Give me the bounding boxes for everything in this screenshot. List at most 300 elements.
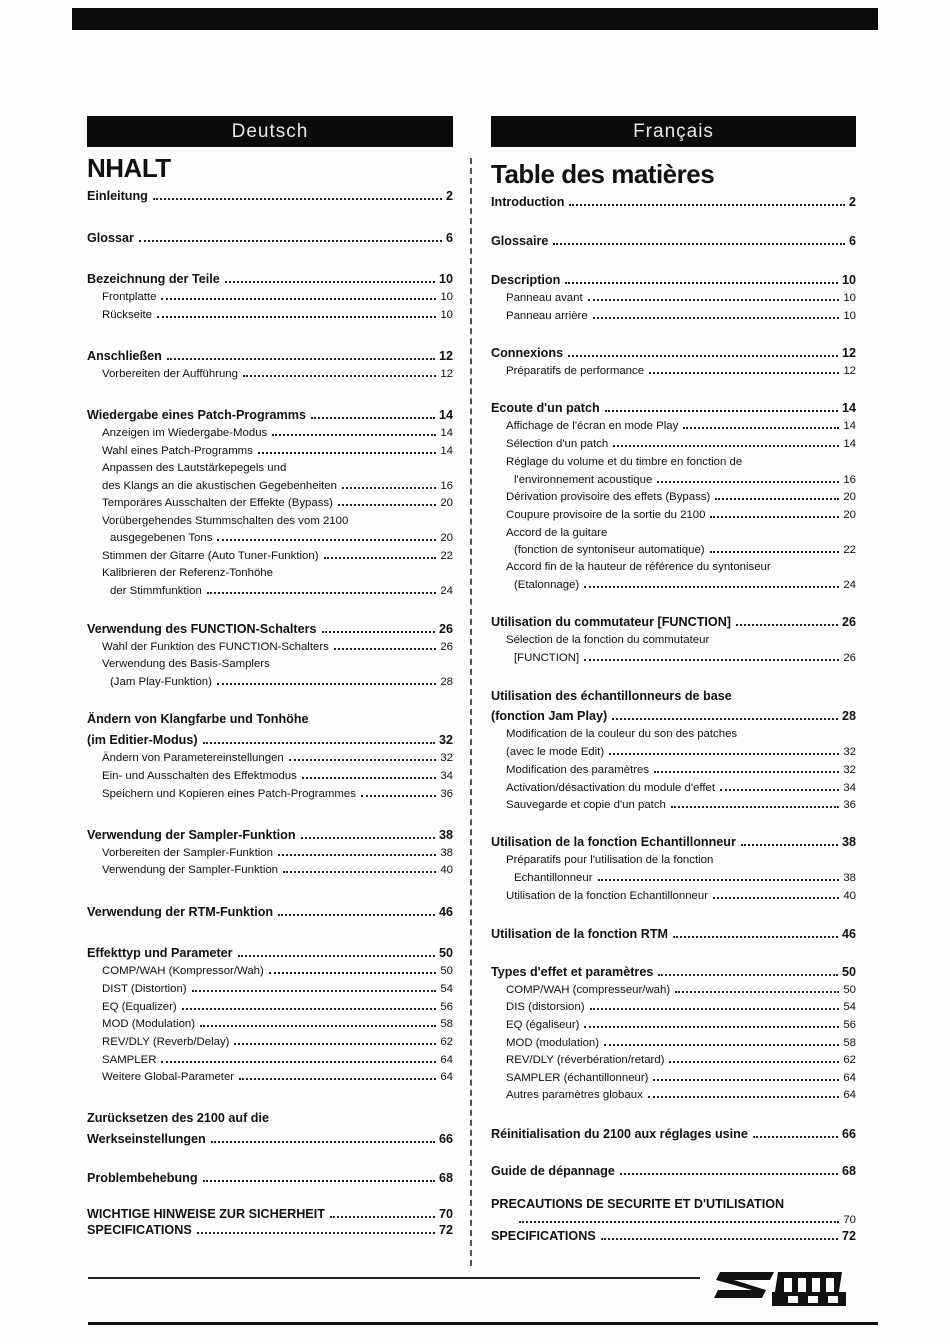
french-toc-entry-page: 58 <box>843 1037 856 1049</box>
dot-leader <box>720 789 839 791</box>
dot-leader <box>710 551 840 553</box>
german-toc-entry-page: 10 <box>440 309 453 321</box>
dot-leader <box>569 204 845 206</box>
german-toc-entry-page: 28 <box>440 676 453 688</box>
german-toc-entry-title: Verwendung der RTM-Funktion <box>87 905 274 919</box>
german-toc-entry-title: Frontplatte <box>102 291 157 303</box>
german-toc-entry[interactable] <box>87 566 453 580</box>
french-toc-entry-page: 62 <box>843 1054 856 1066</box>
dot-leader <box>217 683 436 685</box>
dot-leader <box>334 648 437 650</box>
french-toc-entry[interactable] <box>491 927 856 941</box>
dot-leader <box>590 1008 840 1010</box>
dot-leader <box>598 879 840 881</box>
german-toc-entry[interactable] <box>87 514 453 528</box>
french-toc-entry[interactable] <box>491 526 856 540</box>
french-toc-entry[interactable] <box>491 633 856 647</box>
french-toc-entry-title: Connexions <box>491 346 564 360</box>
german-toc-entry-page: 26 <box>438 622 453 636</box>
french-toc-entry-title: Utilisation de la fonction Echantillonneur <box>491 835 736 849</box>
dot-leader <box>182 1008 437 1010</box>
french-toc-entry-title: Description <box>491 273 561 287</box>
french-toc-entry[interactable] <box>491 983 856 997</box>
dot-leader <box>519 1221 839 1223</box>
german-toc-entry-page: 20 <box>440 497 453 509</box>
french-toc-entry-page: 46 <box>841 927 856 941</box>
french-toc-entry[interactable] <box>491 853 856 867</box>
german-toc-entry[interactable] <box>87 769 453 783</box>
top-black-bar <box>72 8 878 30</box>
french-toc-entry-title: SAMPLER (échantillonneur) <box>506 1072 649 1084</box>
french-toc-entry-page: 38 <box>843 872 856 884</box>
french-toc-entry[interactable] <box>491 419 856 433</box>
german-toc-entry-page: 14 <box>440 445 453 457</box>
french-toc-entry-title: Panneau avant <box>506 292 583 304</box>
dot-leader <box>604 1044 839 1046</box>
dot-leader <box>657 481 839 483</box>
german-toc-entry-title: Glossar <box>87 231 134 245</box>
german-toc-entry[interactable] <box>87 640 453 654</box>
german-toc-entry[interactable] <box>87 1000 453 1014</box>
dot-leader <box>278 854 436 856</box>
dot-leader <box>200 1025 436 1027</box>
german-toc-entry-title: Wiedergabe eines Patch-Programms <box>87 408 306 422</box>
german-toc-entry[interactable] <box>87 863 453 877</box>
german-toc-entry[interactable] <box>87 1223 453 1237</box>
german-toc-entry[interactable] <box>87 308 453 322</box>
german-toc-entry-title: SAMPLER <box>102 1054 157 1066</box>
french-toc-entry-title: Dérivation provisoire des effets (Bypass) <box>506 491 711 503</box>
french-toc-entry-page: 72 <box>841 1229 856 1243</box>
german-toc-entry[interactable] <box>87 905 453 919</box>
french-toc-entry[interactable] <box>491 871 856 885</box>
german-toc-entry[interactable] <box>87 1053 453 1067</box>
german-toc-entry-page: 22 <box>440 550 453 562</box>
dot-leader <box>207 592 437 594</box>
german-toc-entry-title: DIST (Distortion) <box>102 983 187 995</box>
german-toc-entry[interactable] <box>87 846 453 860</box>
german-toc-entry-title: MOD (Modulation) <box>102 1018 196 1030</box>
french-toc-entry-title: Accord fin de la hauteur de référence du syntoniseur <box>506 561 771 573</box>
dot-leader <box>658 974 838 976</box>
french-toc-entry-title: [FUNCTION] <box>514 652 580 664</box>
french-toc-entry-title: Réglage du volume et du timbre en fonction de <box>506 456 743 468</box>
dot-leader <box>203 1180 435 1182</box>
french-toc-entry-title: Panneau arrière <box>506 310 588 322</box>
french-toc-entry-page: 34 <box>843 782 856 794</box>
german-toc-entry-title: (im Editier-Modus) <box>87 733 198 747</box>
french-toc-entry[interactable] <box>491 455 856 469</box>
dot-leader <box>669 1061 839 1063</box>
french-toc-entry[interactable] <box>491 1018 856 1032</box>
german-toc-entry-title: Werkseinstellungen <box>87 1132 206 1146</box>
german-toc-entry-page: 6 <box>445 231 453 245</box>
german-language-banner: Deutsch <box>87 116 453 147</box>
german-toc-entry[interactable] <box>87 712 453 726</box>
french-toc-entry-title: Guide de dépannage <box>491 1164 615 1178</box>
french-toc-entry-page: 70 <box>843 1214 856 1226</box>
dot-leader <box>654 771 839 773</box>
french-toc-entry[interactable] <box>491 473 856 487</box>
dot-leader <box>217 539 436 541</box>
german-toc-entry-page: 62 <box>440 1036 453 1048</box>
french-toc-entry[interactable] <box>491 965 856 979</box>
french-toc-entry[interactable] <box>491 273 856 287</box>
french-toc-entry-page: 22 <box>843 544 856 556</box>
french-toc-entry[interactable] <box>491 1036 856 1050</box>
french-toc-entry-page: 16 <box>843 474 856 486</box>
german-toc-entry[interactable] <box>87 367 453 381</box>
french-toc-entry-page: 6 <box>848 234 856 248</box>
german-toc-entry[interactable] <box>87 622 453 636</box>
german-toc-entry-title: Stimmen der Gitarre (Auto Tuner-Funktion) <box>102 550 319 562</box>
german-toc-entry[interactable] <box>87 657 453 671</box>
french-toc-entry-title: SPECIFICATIONS <box>491 1229 596 1243</box>
dot-leader <box>238 955 435 957</box>
german-toc-entry[interactable] <box>87 1132 453 1146</box>
french-toc-entry[interactable] <box>491 798 856 812</box>
german-toc-entry-page: 50 <box>440 965 453 977</box>
french-toc-entry[interactable] <box>491 615 856 629</box>
german-toc-entry[interactable] <box>87 675 453 689</box>
french-toc-entry[interactable] <box>491 401 856 415</box>
german-toc-entry-page: 50 <box>438 946 453 960</box>
french-toc-entry[interactable] <box>491 651 856 665</box>
dot-leader <box>568 355 838 357</box>
french-toc-entry-title: Activation/désactivation du module d'effet <box>506 782 716 794</box>
german-toc-entry-title: ausgegebenen Tons <box>110 532 213 544</box>
german-toc-entry[interactable] <box>87 787 453 801</box>
dot-leader <box>269 972 437 974</box>
french-toc-entry-title: Modification de la couleur du son des patches <box>506 728 738 740</box>
bottom-rule <box>88 1322 878 1325</box>
dot-leader <box>192 990 437 992</box>
german-toc-entry-title: Verwendung der Sampler-Funktion <box>102 864 279 876</box>
dot-leader <box>673 936 838 938</box>
french-toc-entry-page: 64 <box>843 1072 856 1084</box>
german-toc-entry-title: des Klangs an die akustischen Gegebenheiten <box>102 480 337 492</box>
dot-leader <box>361 795 436 797</box>
german-toc-entry[interactable] <box>87 496 453 510</box>
french-toc-entry[interactable] <box>491 781 856 795</box>
french-toc-entry[interactable] <box>491 1229 856 1243</box>
german-toc-entry-title: Vorbereiten der Aufführung <box>102 368 238 380</box>
german-toc-entry[interactable] <box>87 584 453 598</box>
french-toc-entry[interactable] <box>491 234 856 248</box>
french-toc-entry-page: 32 <box>843 746 856 758</box>
french-toc-entry-page: 50 <box>843 984 856 996</box>
german-toc-entry-title: Weitere Global-Parameter <box>102 1071 235 1083</box>
german-toc-entry-title: Rückseite <box>102 309 153 321</box>
french-toc-entry-title: l'environnement acoustique <box>514 474 653 486</box>
french-toc-entry-title: (fonction de syntoniseur automatique) <box>514 544 705 556</box>
german-toc-entry[interactable] <box>87 1111 453 1125</box>
french-toc-entry-title: Autres paramètres globaux <box>506 1089 643 1101</box>
french-toc-entry[interactable] <box>491 1000 856 1014</box>
french-toc-entry-page: 68 <box>841 1164 856 1178</box>
french-toc-entry-title: PRECAUTIONS DE SECURITE ET D'UTILISATION <box>491 1197 785 1211</box>
french-toc-entry-title: Coupure provisoire de la sortie du 2100 <box>506 509 706 521</box>
french-toc-entry-page: 14 <box>841 401 856 415</box>
french-toc-entry[interactable] <box>491 490 856 504</box>
french-toc-entry-page: 14 <box>843 420 856 432</box>
dot-leader <box>153 198 442 200</box>
logo-text: ZOOM PLAYER 2100 <box>712 1266 722 1267</box>
german-toc-entry-page: 40 <box>440 864 453 876</box>
german-toc-entry[interactable] <box>87 964 453 978</box>
german-toc-entry[interactable] <box>87 272 453 286</box>
german-toc-entry[interactable] <box>87 426 453 440</box>
dot-leader <box>649 372 839 374</box>
french-toc-entry-title: MOD (modulation) <box>506 1037 600 1049</box>
dot-leader <box>653 1079 839 1081</box>
german-toc-entry[interactable] <box>87 1171 453 1185</box>
french-toc-entry[interactable] <box>491 763 856 777</box>
dot-leader <box>302 777 437 779</box>
dot-leader <box>713 897 839 899</box>
german-toc-entry[interactable] <box>87 549 453 563</box>
french-toc-entry[interactable] <box>491 508 856 522</box>
french-toc-entry[interactable] <box>491 1127 856 1141</box>
german-toc-entry[interactable] <box>87 1207 453 1221</box>
french-toc-entry[interactable] <box>491 578 856 592</box>
dot-leader <box>324 557 437 559</box>
german-toc-entry-title: Kalibrieren der Referenz-Tonhöhe <box>102 567 273 579</box>
german-toc-entry-page: 68 <box>438 1171 453 1185</box>
french-toc-entry[interactable] <box>491 709 856 723</box>
dot-leader <box>612 718 838 720</box>
dot-leader <box>197 1232 435 1234</box>
dot-leader <box>648 1096 840 1098</box>
french-toc-entry[interactable] <box>491 291 856 305</box>
french-toc-entry-page: 10 <box>841 273 856 287</box>
dot-leader <box>605 410 838 412</box>
dot-leader <box>301 837 435 839</box>
french-toc-entry-title: (fonction Jam Play) <box>491 709 608 723</box>
dot-leader <box>565 282 838 284</box>
german-toc-entry-title: WICHTIGE HINWEISE ZUR SICHERHEIT <box>87 1207 325 1221</box>
dot-leader <box>161 298 436 300</box>
german-toc-entry[interactable] <box>87 408 453 422</box>
german-toc-entry[interactable] <box>87 946 453 960</box>
dot-leader <box>243 375 436 377</box>
german-toc-entry-title: Einleitung <box>87 189 148 203</box>
french-toc-entry[interactable] <box>491 745 856 759</box>
french-toc-entry-title: Affichage de l'écran en mode Play <box>506 420 679 432</box>
german-toc-entry-title: Vorübergehendes Stummschalten des vom 2100 <box>102 515 349 527</box>
french-toc-entry-title: Utilisation de la fonction RTM <box>491 927 669 941</box>
german-toc-entry-title: Vorbereiten der Sampler-Funktion <box>102 847 273 859</box>
french-toc-entry-page: 28 <box>841 709 856 723</box>
column-divider <box>470 158 472 1266</box>
german-toc-entry[interactable] <box>87 231 453 245</box>
german-toc-entry-page: 24 <box>440 585 453 597</box>
german-toc-entry-title: (Jam Play-Funktion) <box>110 676 212 688</box>
german-toc-entry-title: Anzeigen im Wiedergabe-Modus <box>102 427 268 439</box>
german-toc-entry-title: Ein- und Ausschalten des Effektmodus <box>102 770 297 782</box>
french-toc-entry-title: Préparatifs de performance <box>506 365 645 377</box>
german-toc-entry[interactable] <box>87 461 453 475</box>
french-toc-entry-page: 36 <box>843 799 856 811</box>
german-toc-entry-title: Effekttyp und Parameter <box>87 946 233 960</box>
french-toc-entry[interactable] <box>491 689 856 703</box>
french-toc-entry-title: Modification des paramètres <box>506 764 650 776</box>
german-toc-entry-page: 56 <box>440 1001 453 1013</box>
german-toc-entry-page: 20 <box>440 532 453 544</box>
french-toc-entry-title: Utilisation de la fonction Echantillonneur <box>506 890 708 902</box>
french-toc-title: Table des matières <box>491 159 715 189</box>
dot-leader <box>741 844 838 846</box>
french-toc-entry-page: 24 <box>843 579 856 591</box>
german-toc-entry[interactable] <box>87 444 453 458</box>
french-toc-entry-title: Glossaire <box>491 234 549 248</box>
french-toc-entry-page: 20 <box>843 491 856 503</box>
german-toc-entry-page: 64 <box>440 1054 453 1066</box>
dot-leader <box>161 1061 436 1063</box>
german-toc-entry[interactable] <box>87 349 453 363</box>
german-toc-entry[interactable] <box>87 1070 453 1084</box>
french-toc-entry-title: (Etalonnage) <box>514 579 580 591</box>
french-toc-entry[interactable] <box>491 727 856 741</box>
german-toc-entry[interactable] <box>87 531 453 545</box>
dot-leader <box>272 434 436 436</box>
german-toc-entry-page: 38 <box>440 847 453 859</box>
german-toc-entry[interactable] <box>87 189 453 203</box>
french-toc-entry[interactable] <box>491 309 856 323</box>
german-toc-entry-title: REV/DLY (Reverb/Delay) <box>102 1036 230 1048</box>
french-toc-entry-title: Echantillonneur <box>514 872 593 884</box>
french-toc-entry[interactable] <box>491 889 856 903</box>
dot-leader <box>322 631 435 633</box>
french-toc-entry[interactable] <box>491 1197 856 1211</box>
french-toc-entry[interactable] <box>491 543 856 557</box>
german-toc-entry-page: 26 <box>440 641 453 653</box>
german-toc-entry-title: Wahl der Funktion des FUNCTION-Schalters <box>102 641 329 653</box>
french-language-banner: Français <box>491 116 856 147</box>
french-toc-entry[interactable] <box>491 1071 856 1085</box>
german-toc-entry-page: 14 <box>440 427 453 439</box>
german-toc-entry-title: Speichern und Kopieren eines Patch-Programmes <box>102 788 356 800</box>
french-column <box>491 116 856 1243</box>
german-toc-entry-title: Verwendung der Sampler-Funktion <box>87 828 296 842</box>
german-toc-entry-title: Verwendung des FUNCTION-Schalters <box>87 622 317 636</box>
dot-leader <box>613 445 839 447</box>
dot-leader <box>239 1078 436 1080</box>
dot-leader <box>753 1136 838 1138</box>
german-toc-entry-page: 72 <box>438 1223 453 1237</box>
french-toc-entry[interactable] <box>491 195 856 209</box>
french-toc-entry[interactable] <box>491 560 856 574</box>
german-toc-entry-title: Problembehebung <box>87 1171 198 1185</box>
german-toc-entry-page: 46 <box>438 905 453 919</box>
dot-leader <box>671 806 839 808</box>
french-toc-entry[interactable] <box>491 1213 856 1227</box>
dot-leader <box>289 759 437 761</box>
french-toc-entry-page: 26 <box>843 652 856 664</box>
french-toc-entry-title: Introduction <box>491 195 565 209</box>
german-column <box>87 116 453 1237</box>
french-toc-entry-page: 10 <box>843 310 856 322</box>
dot-leader <box>675 991 839 993</box>
german-toc-entry[interactable] <box>87 1017 453 1031</box>
dot-leader <box>342 487 436 489</box>
french-toc-entry-title: Utilisation des échantillonneurs de base <box>491 689 732 703</box>
german-toc-entry-page: 16 <box>440 480 453 492</box>
zoom-player-logo <box>712 1266 850 1308</box>
german-toc-entry-title: EQ (Equalizer) <box>102 1001 177 1013</box>
german-toc-entry[interactable] <box>87 982 453 996</box>
french-toc-entry-page: 56 <box>843 1019 856 1031</box>
french-toc-entry-page: 10 <box>843 292 856 304</box>
dot-leader <box>584 586 839 588</box>
german-toc-entry-page: 12 <box>440 368 453 380</box>
dot-leader <box>553 243 845 245</box>
dot-leader <box>736 624 838 626</box>
french-toc-entry-title: COMP/WAH (compresseur/wah) <box>506 984 671 996</box>
dot-leader <box>234 1043 436 1045</box>
german-toc-entry[interactable] <box>87 479 453 493</box>
dot-leader <box>225 281 435 283</box>
french-toc-entry[interactable] <box>491 437 856 451</box>
french-toc-entry[interactable] <box>491 364 856 378</box>
german-toc-entry-page: 36 <box>440 788 453 800</box>
french-toc-entry-page: 20 <box>843 509 856 521</box>
french-toc-entry[interactable] <box>491 1053 856 1067</box>
german-toc-entry-page: 70 <box>438 1207 453 1221</box>
german-toc-entry-page: 34 <box>440 770 453 782</box>
german-toc-entry-page: 38 <box>438 828 453 842</box>
french-toc-entry-title: REV/DLY (réverbération/retard) <box>506 1054 665 1066</box>
german-toc-entry[interactable] <box>87 733 453 747</box>
french-toc-entry-page: 50 <box>841 965 856 979</box>
french-toc-entry[interactable] <box>491 346 856 360</box>
dot-leader <box>338 504 436 506</box>
french-toc-entry[interactable] <box>491 1164 856 1178</box>
french-toc-entry-title: Préparatifs pour l'utilisation de la fonction <box>506 854 714 866</box>
german-toc-entry-title: Ändern von Parametereinstellungen <box>102 752 284 764</box>
german-toc-entry-page: 12 <box>438 349 453 363</box>
german-toc-entry[interactable] <box>87 1035 453 1049</box>
french-toc-entry-title: EQ (égaliseur) <box>506 1019 580 1031</box>
dot-leader <box>609 753 839 755</box>
dot-leader <box>584 1026 839 1028</box>
french-toc-entry-title: Sauvegarde et copie d'un patch <box>506 799 666 811</box>
french-toc-entry-title: Sélection de la fonction du commutateur <box>506 634 710 646</box>
dot-leader <box>311 417 435 419</box>
dot-leader <box>620 1173 838 1175</box>
dot-leader <box>710 516 839 518</box>
german-toc-title: NHALT <box>87 153 171 183</box>
french-toc-entry-page: 66 <box>841 1127 856 1141</box>
french-toc-entry[interactable] <box>491 1088 856 1102</box>
german-toc-entry-page: 2 <box>445 189 453 203</box>
german-toc-entry-page: 32 <box>440 752 453 764</box>
dot-leader <box>283 871 436 873</box>
french-toc-entry-page: 2 <box>848 195 856 209</box>
german-toc-entry[interactable] <box>87 290 453 304</box>
french-toc-entry-page: 12 <box>843 365 856 377</box>
dot-leader <box>167 358 435 360</box>
german-toc-entry-page: 64 <box>440 1071 453 1083</box>
dot-leader <box>157 316 436 318</box>
french-toc-entry-title: Réinitialisation du 2100 aux réglages usine <box>491 1127 748 1141</box>
footer-rule <box>88 1277 700 1279</box>
german-toc-entry[interactable] <box>87 828 453 842</box>
french-toc-entry-page: 26 <box>841 615 856 629</box>
french-toc-entry-page: 14 <box>843 438 856 450</box>
french-toc-entry[interactable] <box>491 835 856 849</box>
german-toc-entry[interactable] <box>87 751 453 765</box>
